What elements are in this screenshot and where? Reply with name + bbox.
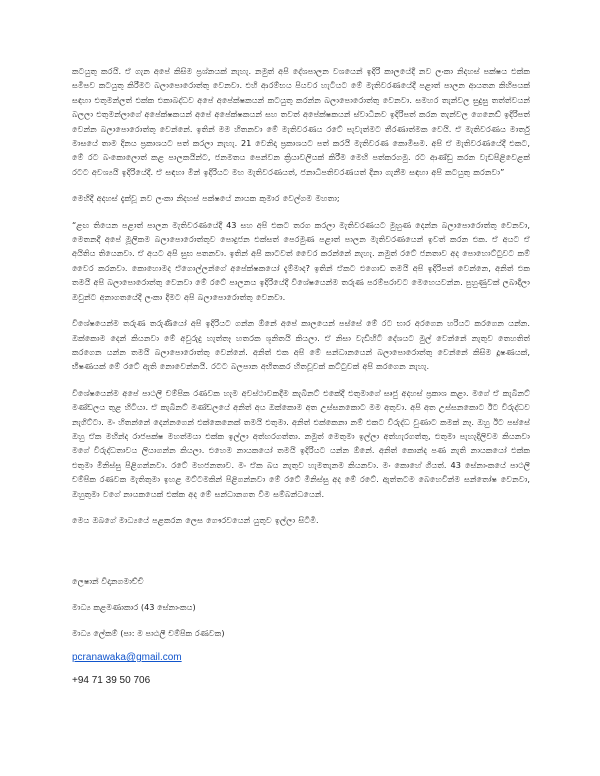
paragraph-2-intro: මෙහිදී අදහස් දැක්වූ නව ලංකා නිදහස් පක්ෂයේ නායක කුමාර වෙල්ගම මහතා; bbox=[72, 193, 340, 204]
paragraph-5: විශේෂයෙන්ම අපේ පාථලී චම්පික රණවක හැම අවස්ථාවකදීම කැබිනට් එකේදී එතුමාගේ සෘජු අදහස් ප්‍රකාශ කළා. මගේ ඒ කැබිනට් මණ්ඩලය තුළ හිටියා. ඒ කැබිනට් මණ්ඩලයේ අනිත් අය ඔක්කොම අත උස්සනකොට මම අතුවා. අපි අත උස්සනකොට ඊට විරුද්ධව නැගිට්ටා. මං හිතන්නේ දෙන්නගෙන් එක්කෙනෙක් තමයි එතුමා. අනිත් එක්කෙනා නම් එකට විරුද්ධ වුණාට කමක් නෑ. ඔහු ඊට පස්සේ ඔහු ඒක මහින්ද රාජපක්ෂ මහත්මයා එක්ක ඉල්ලා අත්හරගත්තා. නමුත් මෙතුමා ඉල්ලා අත්හැරගත්තු, එතුමා පැහැදිලිවම කියනවා මගේ විරුද්ධතාවය ලියාගන්න කියලා. එහෙම නායකයෝ තමයි ඉදිරියට යන්න ඕනේ. අනිත් කොන්ද පණ නැති නායකයෝ එක්ක එතුමා මිනිස්සු පිළිගන්නවා. රටේ මහජනතාව. මං ඒක බය නැතුව හැමතැනම කියනවා. මං කොහේ ගියත්. 43 සේනාංකයේ පාථලී චම්පික රණවක මැතිතුමා ඉහළ මට්ටමකින් පිළිගන්නවා මේ රටේ මිනිස්සු අද මේ රටේ. ඇත්තටම බෙහෙවින්ම සන්තෝෂ වෙනවා, ඔහුතුමා වගේ නායකයෙක් එක්ක අද මේ සන්ධානගත වීම සම්බන්ධයෙන්. bbox=[72, 387, 530, 499]
signature-office: මාධ්‍ය ලේකම් (පා: ම පාඨලී චම්පික රණවක) bbox=[72, 628, 225, 638]
document-body bbox=[72, 64, 530, 539]
paragraph-1: කටයුතු කරයි. ඒ ගැන අපේ කිසිම ප්‍රශ්නයක් නැහැ. නමුත් අපි දේශපාලන වශයෙන් ඉදිරි කාලයේදී නව ලංකා නිදහස් පක්ෂය එක්ක සමීපව කටයුතු කිරීමට බලාපොරොත්තු වෙනවා. එහි ආරම්භය පියවර හැටියට මේ මැතිවරණයේදී පළාත් පාලන ආයතන කිහිපයක් සඳහා එතුමන්ලත් එක්ක එකාබද්ධව අපේ අපේක්ෂකයන් කටයුතු කරන්න බලාපොරොත්තු වෙනවා. සමහර තැන්වල සුදුසු තත්ත්වයන් බලලා එතුමන්ලාගේ අපේක්ෂකයන් අපේ අපේක්ෂකයන් සහ තවත් අපේක්ෂකයන් ස්වාධීනව ඉදිරිපත් කරන තැන්වල ගෙනෙඩ් ඉදිරිපත් වෙන්න බලාපොරොත්තු වෙන්නේ. ඉතින් මම හිතනවා මේ මැතිවරණය රටේ පැවැත්මට තීරණාත්මක වෙයි. ඒ මැතිවරණය මාර්තු මාසයේ තාම දිනය ප්‍රකාශයට පත් කරලා නැහැ. 21 වෙනිදා ප්‍රකාශයට පත් කරයි මැතිවරණ කොමිසම. අපි ඒ මැතිවරණයේදී එකට, මේ රට බංකොලොත් කළ පාලකයින්ට, ජනමතය පෙන්වන ක්‍රියාවලියක් කිරීම මෙහි පත්කරගමු. රට ආණ්ඩු කරන වැඩපිළිවෙළක් රටට අවශ්‍යයි ඉදිරියේදී. ඒ සඳහා මින් ඉදිරියට මහ මැතිවරණයත්, ජනාධිපතිවරණයත් දිනා ගැනීම සඳහා අපි කටයුතු කරනවා” bbox=[72, 66, 530, 177]
phone-number: +94 71 39 50 706 bbox=[72, 675, 151, 686]
paragraph-3-quote: “ළඟ තියෙන පළාත් පාලන මැතිවරණයේදී 43 සහ අපි එකට තරග කරලා මැතිවරණයට මුහුණ දෙන්න බලාපොරොත්තු වෙනවා, මෙතනදී අපේ මූලිකම බලාපොරොත්තුව පොදුජන එක්සත් පෙරමුණ පළාත් පාලන මැතිවරණයෙන් ඉවත් කරන එක. ඒ අයට ඒ අයිතිය තියෙනවා. ඒ අයට අපි සුභ පතනවා. ඉතින් අපි කාටවත් වෛර කරන්නේ නැහැ. නමුත් රටේ ජනතාව අද පොහොට්ටුවට කම් වෛර කරනවා. කොහොමද ඒගොල්ලන්ගේ අපේක්ෂකයෝ දැම්මාද? ඉතින් ඒකට එගොඩ තමයි අපි ඉදිරිපත් වෙන්නෙ, අනිත් එක තමයි අපි බලාපොරොත්තු වෙනවා මේ රටේ පාලනය ඉදිරියේදී විශේෂයෙන්ම තරුණ පරම්පරාවට මෙහෙයවන්න. පුහුණුවක් ලබාදීලා ඔවුන්ට අනාගතයේදී ලංකා දීමට අපි බලාපොරොත්තු වෙනවා. bbox=[72, 219, 530, 302]
email-link[interactable]: pcranawaka@gmail.com bbox=[72, 652, 182, 663]
paragraph-6-closing: මෙය ඔබගේ මාධ්‍යයේ පළකරන ලෙස ගෞරවයෙන් යුතුව ඉල්ලා සිටිමි. bbox=[72, 514, 319, 525]
signature-block bbox=[72, 574, 372, 686]
signature-role: මාධ්‍ය කළමණාකාර (43 සේනාංකය) bbox=[72, 602, 196, 612]
paragraph-4: විශේෂයෙන්ම තරුණ තරුණියෝ අපි ඉදිරියට ගන්න ඕනේ අපේ කාලයෙන් පස්සේ මේ රට භාර අරගෙන හරියට කරගෙන යන්න. ඔක්කොම දෙන් කියනවා මේ අවුරුදු හැත්තෑ හතරක ශූනිතයි කියලා. ඒ නිසා වැඩිහිටි දේශයට මුල් වෙන්නේ නැතුව තෙහතිත් කරගෙන යන්න තමයි බලාපොරොත්තු වෙන්නේ. අනිත් එක අපි මේ සන්ධානයෙන් බලාපොරොත්තු වෙන්නේ කිසිම දූෂණයක්, භීෂණයක් මේ රටේ ඇති නොවෙන්නයි. රටට බලපාන අභිතකර හිතවූවක් කට්ටුවක් අපි කරගෙන නැහැ. bbox=[72, 318, 530, 372]
signature-name: ලෙෂාන් විදානගමාච්චි bbox=[72, 576, 144, 586]
